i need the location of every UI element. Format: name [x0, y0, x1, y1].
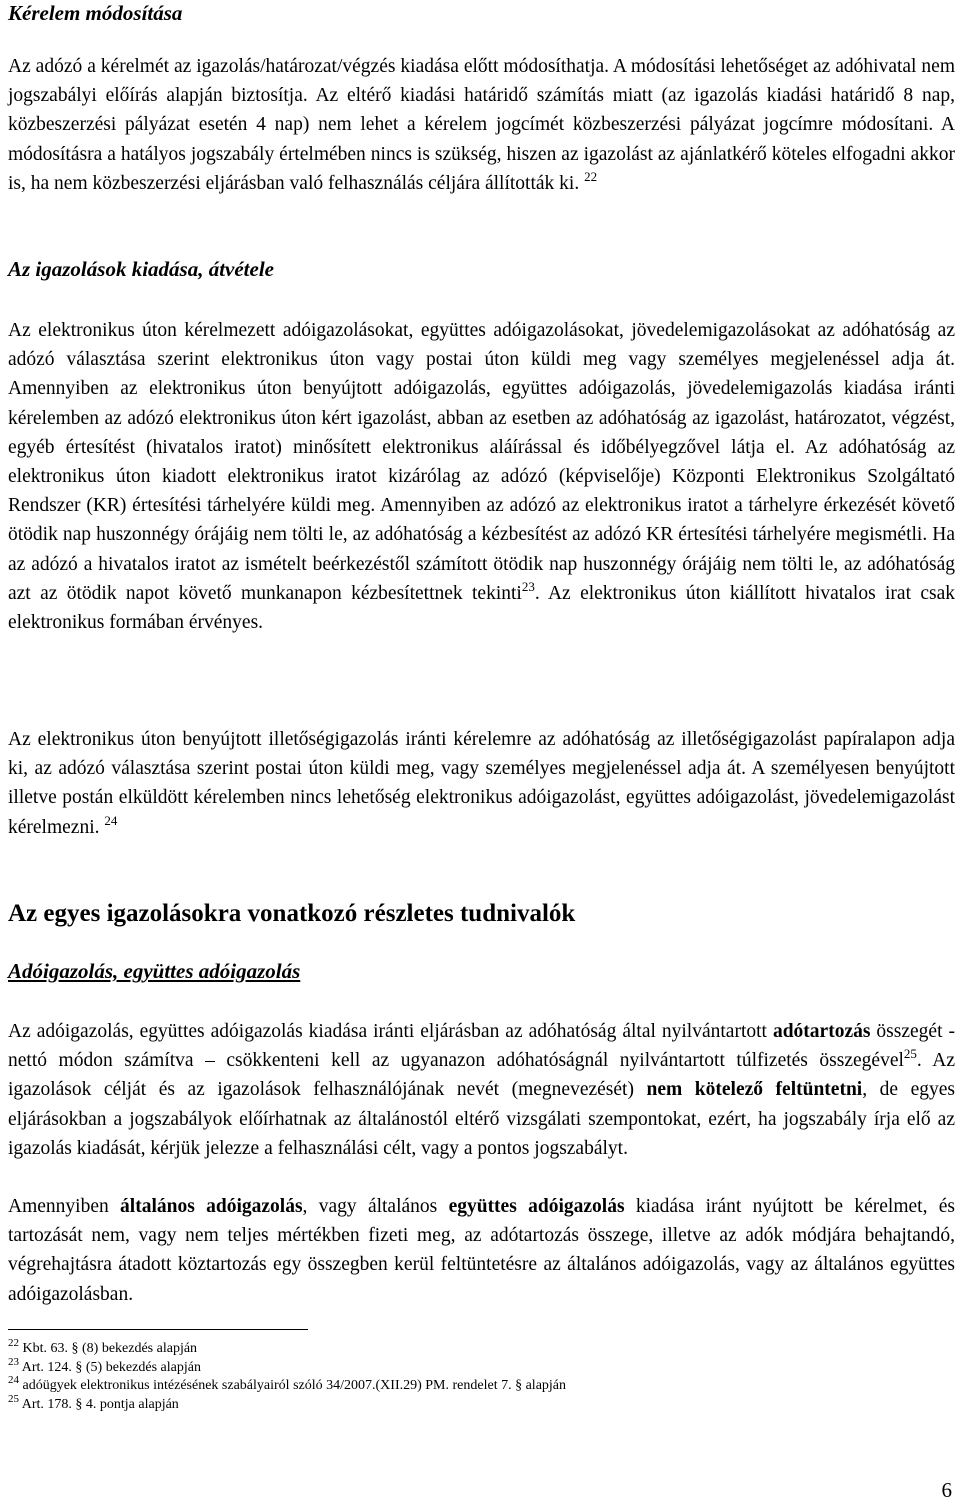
paragraph-adoigazolas [8, 1017, 955, 1163]
footnote-text: Art. 124. § (5) bekezdés alapján [21, 1359, 201, 1375]
footnote-ref-22: 22 [584, 168, 598, 184]
footnote-number: 25 [8, 1392, 19, 1405]
para4-text-1: Az adóigazolás, együttes adóigazolás kiadása iránti eljárásban az adóhatóság által nyilvántartott [8, 1021, 773, 1042]
para5-bold-egyuttes: együttes adóigazolás [448, 1196, 625, 1217]
paragraph-modositas-text: Az adózó a kérelmét az igazolás/határozat/végzés kiadása előtt módosíthatja. A módosítási lehetőséget az adóhivatal nem jogszabályi előírás alapján biztosítja. Az eltérő kiadási határidő számítás miatt (az igazolás kiadási határidő 8 nap, közbeszerzési pályázat esetén 4 nap) nem lehet a kérelem jogcímét közbeszerzési pályázat jogcímre módosítani. A módosításra a hatályos jogszabály értelmében nincs is szükség, hiszen az igazolást az ajánlatkérő köteles elfogadni akkor is, ha nem közbeszerzési eljárásban való felhasználás céljára állították ki. [8, 56, 955, 194]
footnote-number: 23 [8, 1355, 19, 1368]
para5-text-2: , vagy általános [302, 1196, 449, 1217]
footnote-22 [8, 1337, 566, 1359]
page-number: 6 [941, 1478, 952, 1502]
footnote-ref-24: 24 [104, 812, 118, 828]
paragraph-altalanos-adoigazolas [8, 1192, 955, 1309]
para4-bold-nem-kotelezo: nem kötelező feltüntetni [646, 1079, 863, 1101]
paragraph-illetosegigazolas-text: Az elektronikus úton benyújtott illetőségigazolás iránti kérelemre az adóhatóság az illetőségigazolást papíralapon adja ki, az adózó választása szerint postai úton küldi meg, vagy személyes megjelenéssel adja át. A személyesen benyújtott illetve postán elküldött kérelemben nincs lehetőség elektronikus adóigazolást, együttes adóigazolást, jövedelemigazolást kérelmezni. [8, 729, 955, 838]
heading-reszletes-tudnivalok: Az egyes igazolásokra vonatkozó részletes tudnivalók [8, 900, 576, 927]
footnote-text: Kbt. 63. § (8) bekezdés alapján [22, 1341, 198, 1356]
footnote-separator [8, 1329, 308, 1330]
para5-text-1: Amennyiben [8, 1196, 121, 1217]
footnote-ref-23: 23 [521, 578, 535, 594]
para5-bold-altalanos: általános adóigazolás [120, 1196, 303, 1217]
footnote-24 [8, 1374, 567, 1396]
footnote-25 [8, 1392, 566, 1415]
heading-kerelem-modositasa: Kérelem módosítása [8, 1, 183, 25]
para4-text-2: összegét - nettó módon számítva – csökkenteni kell az ugyanazon adóhatóságnál nyilvántartott túlfizetés összegével [8, 1021, 955, 1072]
footnote-number: 22 [8, 1337, 19, 1349]
heading-adoigazolas: Adóigazolás, együttes adóigazolás [8, 959, 301, 983]
paragraph-modositas [8, 52, 955, 198]
footnote-text: adóügyek elektronikus intézésének szabályairól szóló 34/2007.(XII.29) PM. rendelet 7. § alapján [22, 1378, 567, 1393]
para4-text-4: , de egyes eljárásokban a jogszabályok előírhatnak az általánostól eltérő vizsgálati szempontokat, ezért, ha jogszabály írja elő az igazolás kiadását, kérjük jelezze a felhasználási célt, vagy a pontos jogszabályt. [8, 1079, 955, 1159]
paragraph-igazolasok-text-b: . Az elektronikus úton kiállított hivatalos irat csak elektronikus formában érvényes. [8, 582, 956, 634]
paragraph-igazolasok-kiadasa [8, 316, 955, 637]
para5-text-3: kiadása iránt nyújtott be kérelmet, és tartozását nem, vagy nem teljes mértékben fizeti meg, az adótartozás összege, illetve az adók módjára behajtandó, végrehajtásra átadott köztartozás egy összegben kerül feltüntetésre az általános adóigazolás, vagy az általános együttes adóigazolásban. [8, 1196, 955, 1305]
heading-igazolasok-kiadasa: Az igazolások kiadása, átvétele [8, 257, 274, 281]
footnote-number: 24 [8, 1374, 19, 1386]
footnote-23 [8, 1355, 566, 1378]
footnote-text: Art. 178. § 4. pontja alapján [21, 1396, 179, 1412]
paragraph-illetosegigazolas [8, 725, 955, 842]
para4-text-3: . Az igazolások célját és az igazolások felhasználójának nevét (megnevezését) [8, 1050, 955, 1101]
footnotes [8, 1337, 567, 1414]
para4-bold-adotartozas: adótartozás [772, 1021, 871, 1042]
paragraph-igazolasok-text-a: Az elektronikus úton kérelmezett adóigazolásokat, együttes adóigazolásokat, jövedelemigazolásokat az adóhatóság az adózó választása szerint elektronikus úton vagy postai úton küldi meg vagy személyes megjelenéssel adja át. Amennyiben az elektronikus úton benyújtott adóigazolás, együttes adóigazolás, jövedelemigazolás kiadása iránti kérelemben az adózó elektronikus úton kért igazolást, abban az esetben az adóhatóság az igazolást, határozatot, végzést, egyéb értesítést (hivatalos iratot) minősített elektronikus aláírással és időbélyegzővel látja el. Az adóhatóság az elektronikus úton kiadott elektronikus iratot kizárólag az adózó (képviselője) Központi Elektronikus Szolgáltató Rendszer (KR) értesítési tárhelyére küldi meg. Amennyiben az adózó az elektronikus iratot a tárhelyre érkezését követő ötödik nap huszonnégy órájáig nem tölti le, az adóhatóság a kézbesítést az adózó KR értesítési tárhelyére megismétli. Ha az adózó a hivatalos iratot az ismételt beérkezéstől számított ötödik nap huszonnégy órájáig nem tölti le, az adóhatóság azt az ötödik napot követő munkanapon kézbesítettnek tekinti [8, 320, 955, 604]
footnote-ref-25: 25 [903, 1046, 917, 1062]
